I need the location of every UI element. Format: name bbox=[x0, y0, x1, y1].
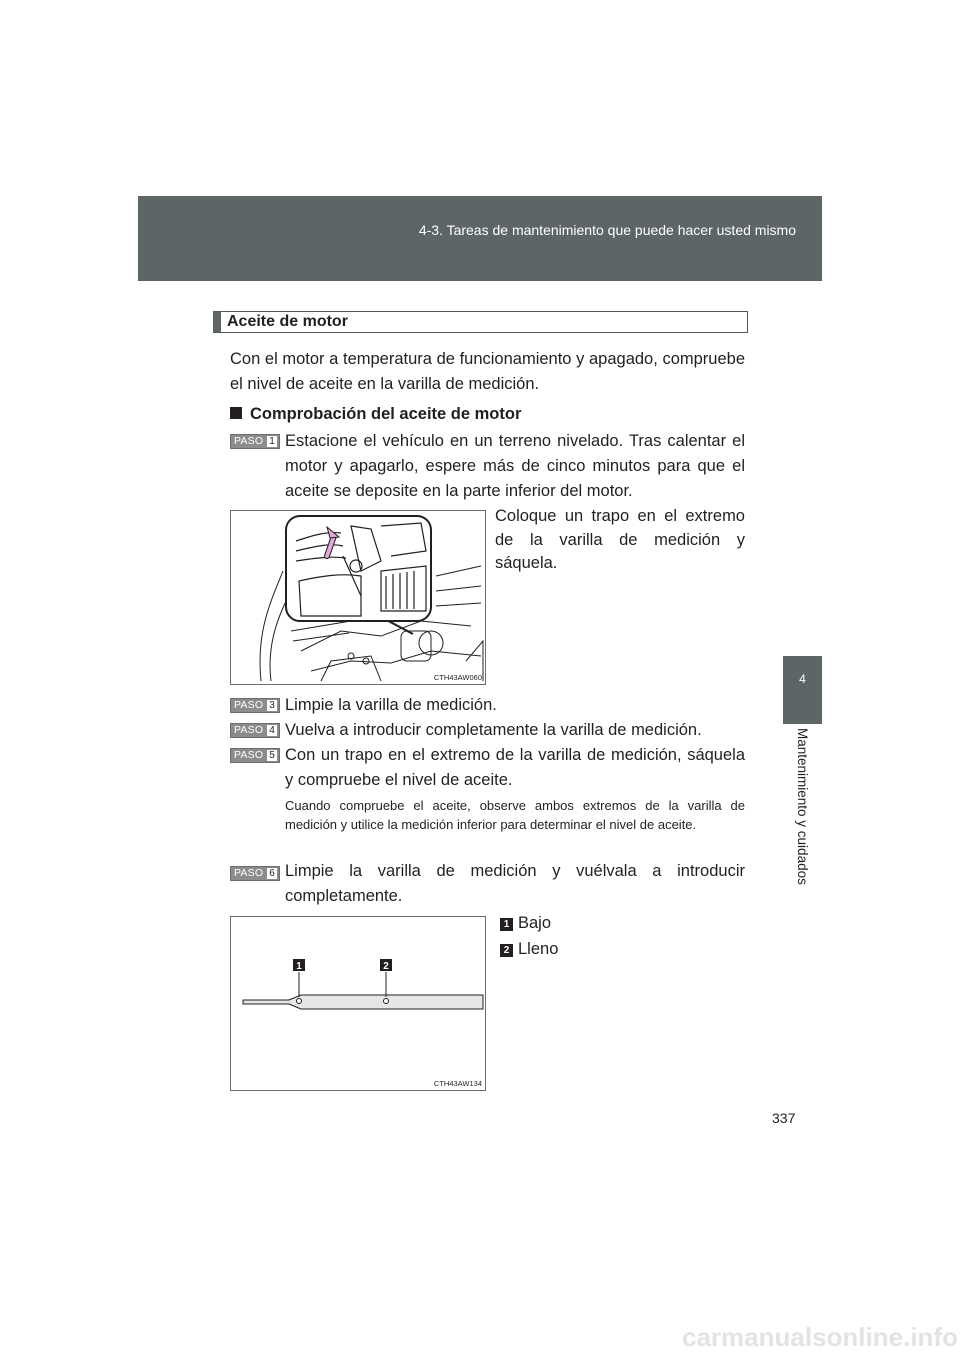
step-number: 3 bbox=[267, 700, 277, 711]
step-text-2: Coloque un trapo en el extremo de la varilla de medición y sáquela. bbox=[495, 507, 745, 572]
step-note-5: Cuando compruebe el aceite, observe ambos extremos de la varilla de medición y utilice la medición inferior para determinar el nivel de aceite. bbox=[285, 798, 745, 832]
step-number: 1 bbox=[267, 436, 277, 447]
dipstick-level-figure bbox=[230, 916, 486, 1091]
section-title-box bbox=[213, 311, 748, 333]
legend-label: Lleno bbox=[518, 940, 559, 958]
engine-bay-illustration bbox=[231, 511, 486, 685]
step-badge-6 bbox=[230, 866, 280, 881]
chapter-section-title: 4-3. Tareas de mantenimiento que puede hacer usted mismo bbox=[418, 222, 796, 238]
step-word: PASO bbox=[234, 749, 264, 761]
step-text-6: Limpie la varilla de medición y vuélvala a introducir completamente. bbox=[285, 862, 745, 905]
number-badge-icon: 2 bbox=[500, 944, 513, 957]
svg-text:carmanualsonline.info: carmanualsonline.info bbox=[682, 1322, 958, 1352]
step-badge-4 bbox=[230, 723, 280, 738]
chapter-number: 4 bbox=[799, 672, 806, 686]
figure-code: CTH43AW134 bbox=[433, 1079, 482, 1088]
step-word: PASO bbox=[234, 435, 264, 447]
engine-dipstick-figure bbox=[230, 510, 486, 685]
step-badge-3 bbox=[230, 698, 280, 713]
callout-1: 1 bbox=[296, 961, 302, 972]
watermark-graphic bbox=[0, 1310, 960, 1358]
step-word: PASO bbox=[234, 867, 264, 879]
legend-item-low bbox=[500, 914, 551, 933]
step-word: PASO bbox=[234, 724, 264, 736]
intro-paragraph: Con el motor a temperatura de funcionamiento y apagado, compruebe el nivel de aceite en la varilla de medición. bbox=[230, 350, 745, 393]
step-text-4: Vuelva a introducir completamente la varilla de medición. bbox=[285, 721, 702, 739]
dipstick-illustration bbox=[231, 917, 486, 1091]
step-number: 6 bbox=[267, 868, 277, 879]
step-number: 5 bbox=[267, 750, 277, 761]
step-badge-5 bbox=[230, 748, 280, 763]
step-number: 4 bbox=[267, 725, 277, 736]
figure-code: CTH43AW060 bbox=[433, 673, 482, 682]
step-text-5: Con un trapo en el extremo de la varilla de medición, sáquela y compruebe el nivel de aceite. bbox=[285, 746, 745, 789]
page-number: 337 bbox=[772, 1110, 796, 1126]
section-title: Aceite de motor bbox=[227, 313, 348, 330]
subheading bbox=[230, 405, 521, 424]
step-text-3: Limpie la varilla de medición. bbox=[285, 696, 497, 714]
watermark-logo bbox=[0, 1310, 960, 1358]
square-bullet-icon bbox=[230, 407, 242, 419]
step-badge-1 bbox=[230, 434, 280, 449]
chapter-tab-label: Mantenimiento y cuidados bbox=[795, 728, 810, 885]
chapter-tab bbox=[783, 656, 822, 724]
legend-item-full bbox=[500, 940, 558, 959]
number-badge-icon: 1 bbox=[500, 918, 513, 931]
legend-label: Bajo bbox=[518, 914, 552, 932]
callout-2: 2 bbox=[383, 961, 389, 972]
step-text-1: Estacione el vehículo en un terreno nivelado. Tras calentar el motor y apagarlo, espere más de cinco minutos para que el aceite se deposite en la parte inferior del motor. bbox=[285, 432, 745, 500]
subheading-text: Comprobación del aceite de motor bbox=[250, 405, 522, 423]
step-word: PASO bbox=[234, 699, 264, 711]
chapter-header bbox=[138, 196, 822, 281]
